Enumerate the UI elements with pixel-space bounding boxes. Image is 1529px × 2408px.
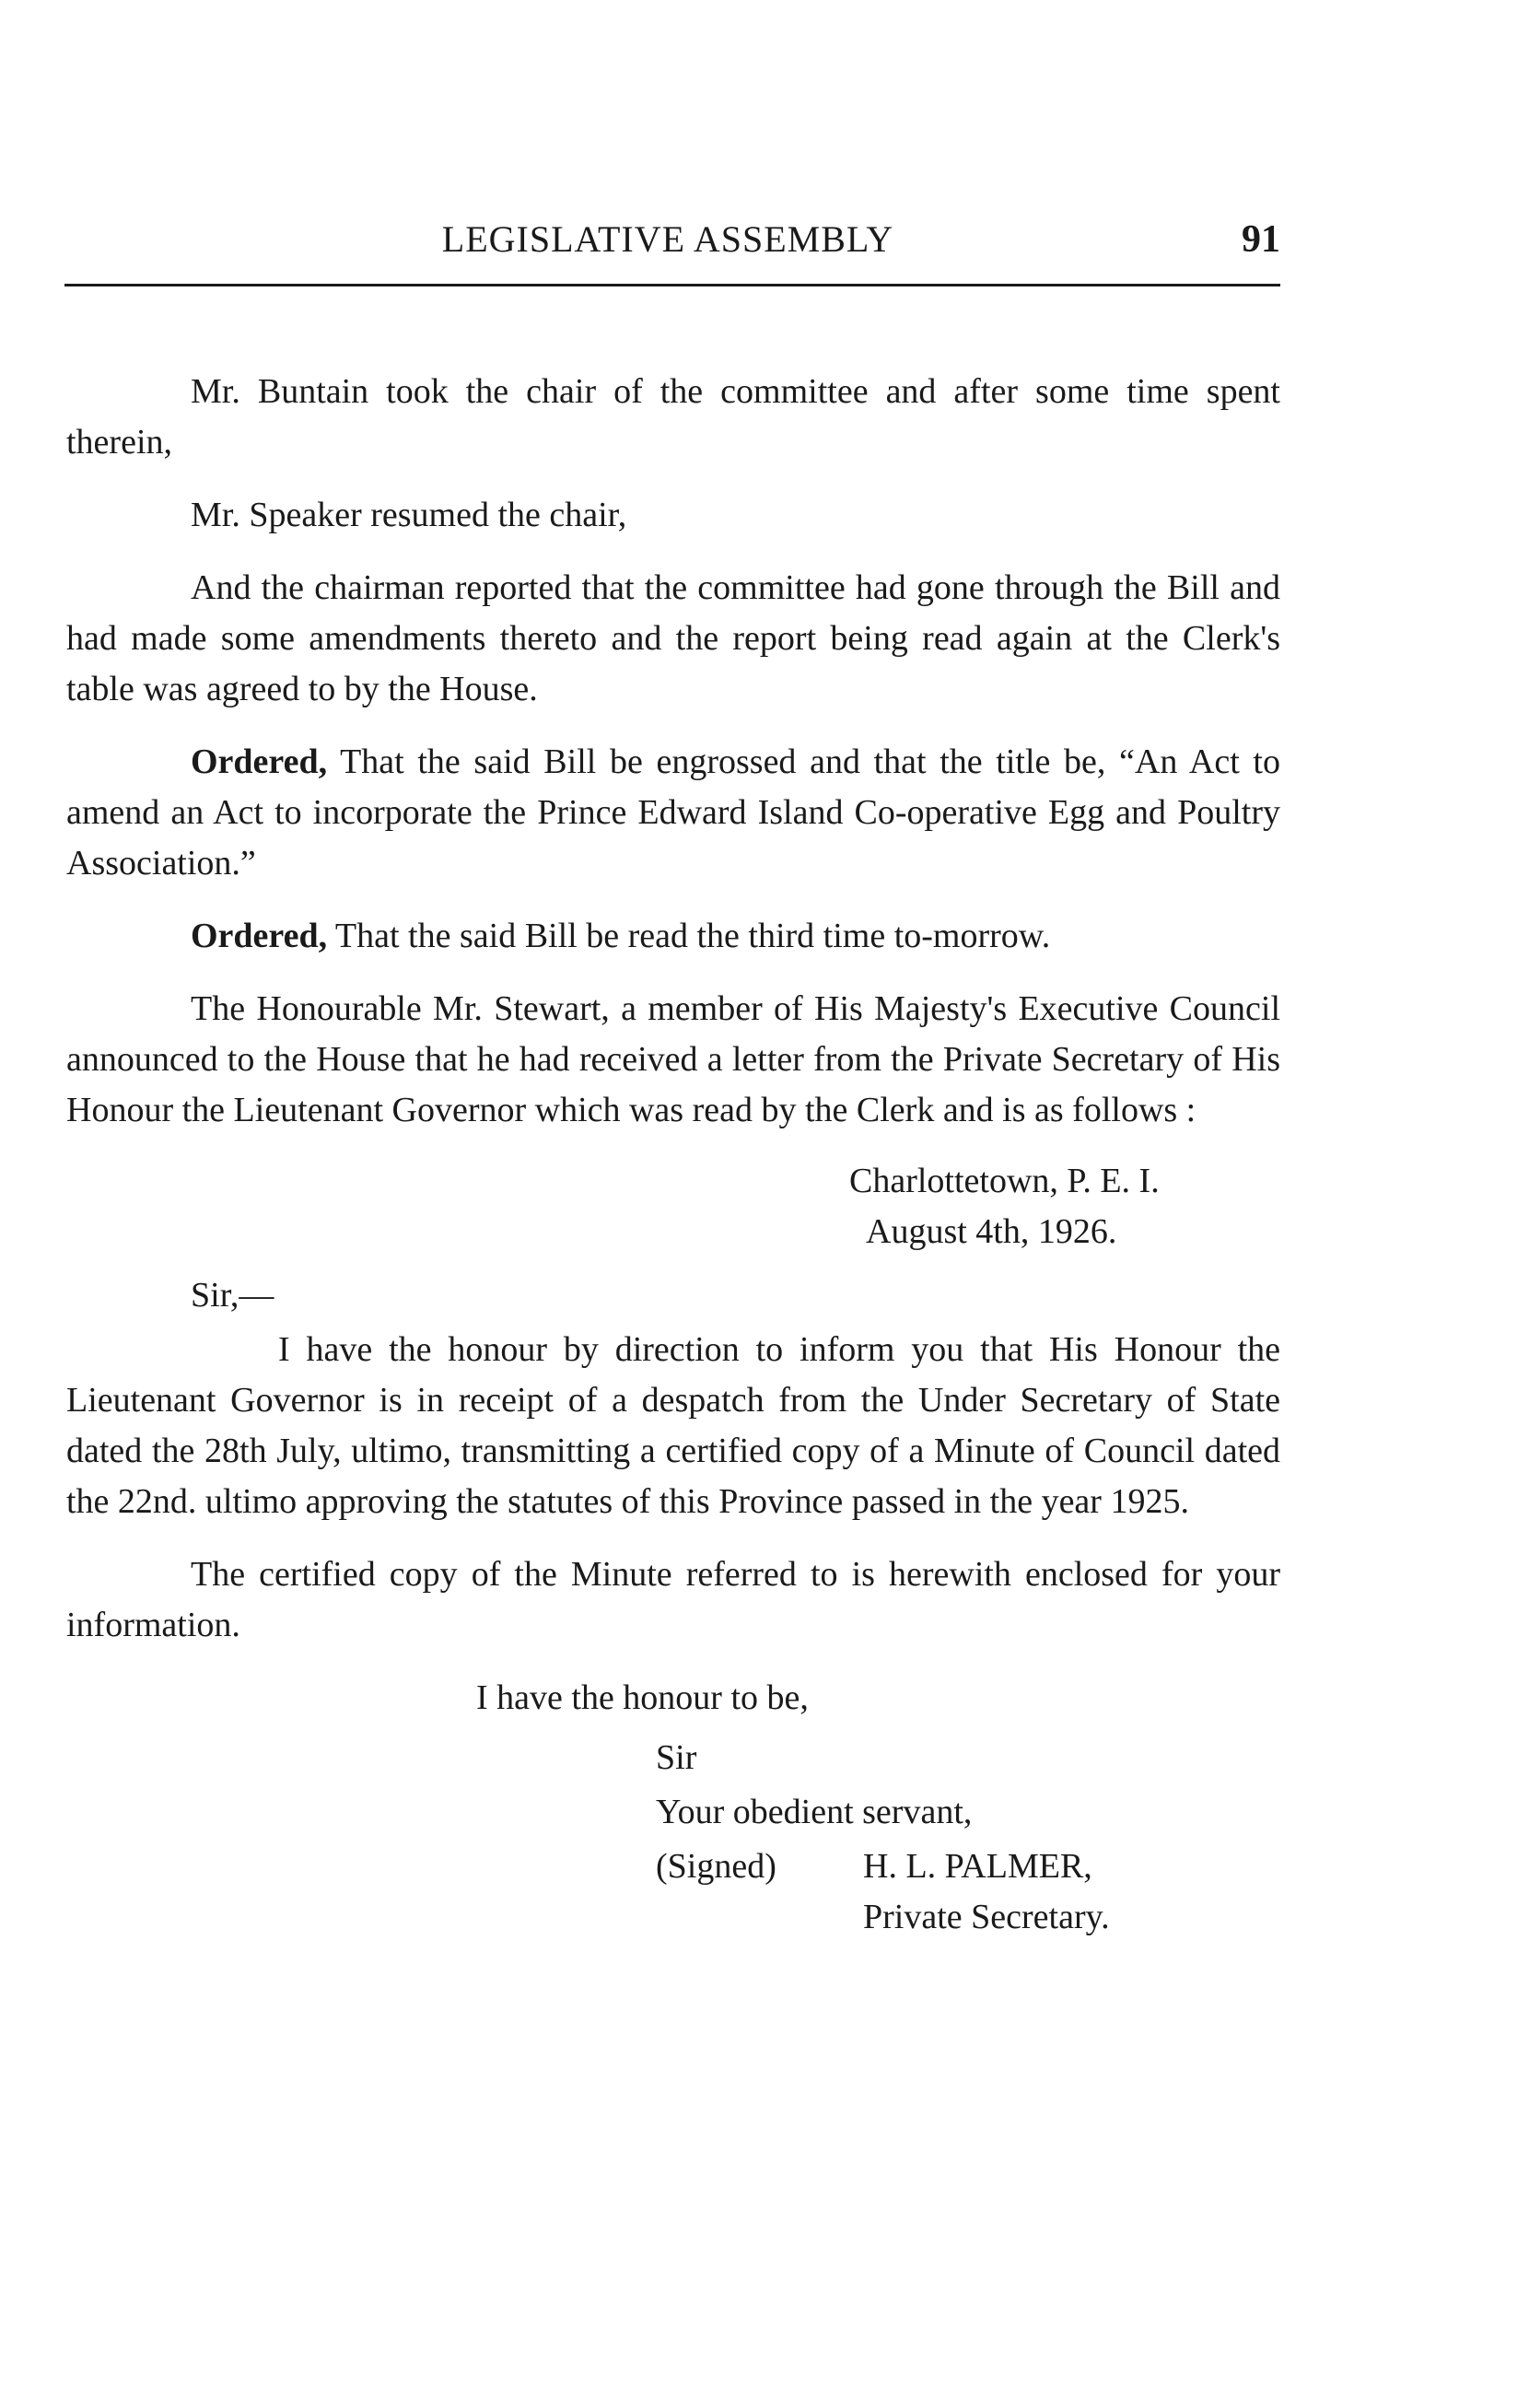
letter-closing [66,1673,1280,1943]
signed-label: (Signed) [656,1847,776,1886]
body-text [66,367,1280,1943]
signer-title: Private Secretary. [863,1898,1110,1936]
closing-obedient: Your obedient servant, [656,1793,973,1831]
paragraph-ordered-engrossed [66,737,1280,889]
signer-name: H. L. PALMER, [863,1847,1092,1886]
header-rule [64,284,1280,286]
paragraph-speaker: Mr. Speaker resumed the chair, [191,496,627,534]
letter-salutation: Sir,— [191,1276,274,1315]
letter-date: August 4th, 1926. [866,1212,1117,1251]
paragraph-ordered-third-reading [66,911,1280,962]
paragraph-announcement: The Honourable Mr. Stewart, a member of His Majesty's Executive Council announced to the House that he had received a letter from the Private Secretary of His Honour the Lieutenant Governor which was read by the Clerk and is as follows : [66,989,1280,1129]
page-number: 91 [1242,218,1280,261]
ordered-text: That the said Bill be engrossed and that the title be, “An Act to amend an Act to incorporate the Prince Edward Island Co-operative Egg and Poultry Association.” [66,742,1280,883]
running-title: LEGISLATIVE ASSEMBLY [441,218,894,260]
signature-line [66,1841,1280,1892]
page-header [64,217,1280,273]
letter-body-enclosure: The certified copy of the Minute referred to is herewith enclosed for your information. [66,1555,1280,1644]
letter-place: Charlottetown, P. E. I. [849,1162,1160,1200]
paragraph-committee: Mr. Buntain took the chair of the committee and after some time spent therein, [66,372,1280,462]
ordered-text: That the said Bill be read the third time to-morrow. [327,917,1051,955]
closing-sir: Sir [656,1738,697,1777]
ordered-label: Ordered, [191,742,328,781]
closing-phrase: I have the honour to be, [476,1678,809,1717]
ordered-label: Ordered, [191,917,328,955]
letter-dateline [849,1156,1280,1257]
letter-body-despatch: I have the honour by direction to inform you that His Honour the Lieutenant Governor is in receipt of a despatch from the Under Secretary of State dated the 28th July, ultimo, transmitting a certified copy of a Minute of Council dated the 22nd. ultimo approving the statutes of this Province passed in the year 1925. [66,1330,1280,1521]
paragraph-report: And the chairman reported that the committee had gone through the Bill and had made some amendments thereto and the report being read again at the Clerk's table was agreed to by the House. [66,568,1280,708]
